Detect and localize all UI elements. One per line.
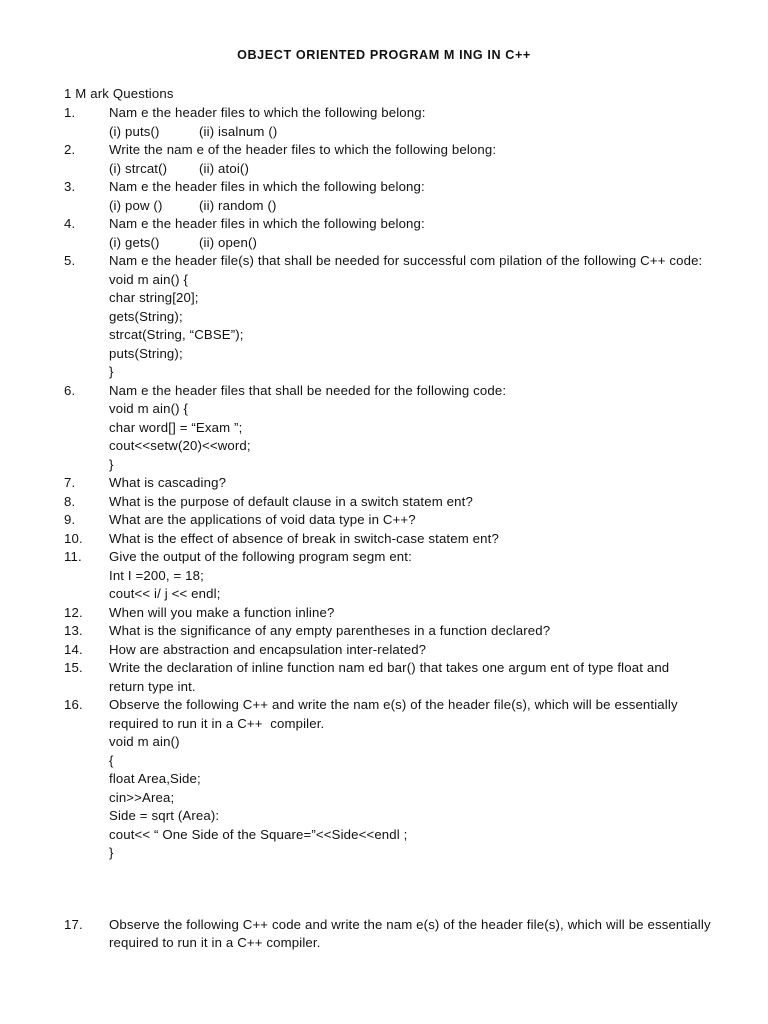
question-number: 2. (64, 142, 76, 157)
question-number: 15. (64, 660, 83, 675)
question-text: Write the nam e of the header files to which the following belong: (109, 142, 497, 157)
document-title: OBJECT ORIENTED PROGRAM M ING IN C++ (237, 48, 531, 62)
question-number: 8. (64, 493, 76, 509)
question-code-line: } (109, 845, 114, 860)
question-text: Write the declaration of inline function nam ed bar() that takes one argum ent of type float and (109, 660, 670, 675)
question-text: How are abstraction and encapsulation inter-related? (109, 641, 427, 657)
question-code-line: float Area,Side; (109, 771, 201, 786)
question-number: 5. (64, 253, 76, 268)
question-code-line: void m ain() (109, 734, 180, 749)
question-item (64, 530, 724, 549)
question-body (109, 252, 724, 382)
question-text: Nam e the header files in which the following belong: (109, 179, 425, 194)
question-body (109, 474, 724, 493)
question-text: Observe the following C++ code and write the nam e(s) of the header file(s), which will be essentially (109, 916, 711, 932)
question-text: Nam e the header files in which the following belong: (109, 216, 425, 231)
question-text: Nam e the header files to which the following belong: (109, 105, 426, 120)
question-body (109, 604, 724, 623)
question-code-line: Side = sqrt (Area): (109, 808, 220, 823)
question-body (109, 141, 724, 178)
question-body (109, 104, 724, 141)
question-text: Nam e the header files that shall be needed for the following code: (109, 382, 507, 398)
question-code-line: required to run it in a C++ compiler. (109, 935, 321, 950)
question-item (64, 178, 724, 215)
question-item (64, 622, 724, 641)
question-option: (ii) isalnum () (199, 123, 278, 139)
question-code-line: gets(String); (109, 308, 183, 324)
question-text: Give the output of the following program segm ent: (109, 549, 412, 564)
question-options (109, 234, 724, 253)
question-code-line: cout<< i/ j << endl; (109, 586, 221, 601)
question-item (64, 696, 724, 863)
question-code-line: strcat(String, “CBSE”); (109, 327, 244, 342)
question-number: 12. (64, 604, 83, 620)
question-number: 14. (64, 641, 83, 657)
question-options (109, 160, 724, 179)
question-code-line: { (109, 752, 114, 768)
question-option: (ii) open() (199, 234, 258, 250)
question-number: 17. (64, 916, 83, 932)
question-option: (i) puts() (109, 123, 160, 139)
question-text: What is the significance of any empty parentheses in a function declared? (109, 623, 551, 638)
question-options (109, 123, 724, 142)
question-item (64, 659, 724, 696)
question-number: 6. (64, 382, 76, 398)
question-body (109, 641, 724, 660)
question-body (109, 178, 724, 215)
question-code-line: cout<< “ One Side of the Square=”<<Side<<endl ; (109, 826, 408, 842)
question-body (109, 493, 724, 512)
question-body (109, 659, 724, 696)
question-code-line: char word[] = “Exam ”; (109, 419, 243, 435)
question-body (109, 916, 724, 953)
question-item (64, 916, 724, 953)
question-item (64, 382, 724, 475)
question-body (109, 622, 724, 641)
question-body (109, 511, 724, 530)
question-text: Observe the following C++ and write the nam e(s) of the header file(s), which will be essentially (109, 697, 678, 712)
question-body (109, 382, 724, 475)
question-code-line: char string[20]; (109, 290, 199, 305)
question-code-line: } (109, 456, 114, 472)
question-item (64, 141, 724, 178)
question-text: When will you make a function inline? (109, 604, 335, 620)
question-number: 7. (64, 475, 76, 490)
question-item (64, 493, 724, 512)
question-number: 3. (64, 179, 76, 194)
page-spacer (64, 863, 724, 916)
question-number: 9. (64, 512, 76, 527)
question-item (64, 215, 724, 252)
question-number: 13. (64, 623, 83, 638)
question-option: (ii) random () (199, 197, 277, 213)
question-code-line: void m ain() { (109, 401, 189, 416)
question-body (109, 530, 724, 549)
question-text: What is cascading? (109, 475, 227, 490)
question-code-line: puts(String); (109, 345, 183, 361)
question-number: 10. (64, 530, 83, 546)
question-body (109, 215, 724, 252)
question-item (64, 511, 724, 530)
question-text: Nam e the header file(s) that shall be needed for successful com pilation of the following C++ code: (109, 253, 703, 268)
question-option: (ii) atoi() (199, 160, 250, 176)
question-text: What is the effect of absence of break in switch-case statem ent? (109, 530, 499, 546)
section-heading: 1 M ark Questions (64, 86, 174, 101)
question-options (109, 197, 724, 216)
question-number: 11. (64, 549, 82, 564)
question-code-line: cout<<setw(20)<<word; (109, 438, 251, 453)
question-option: (i) gets() (109, 234, 160, 250)
question-body (109, 696, 724, 863)
question-item (64, 474, 724, 493)
question-body (109, 548, 724, 604)
question-item (64, 104, 724, 141)
question-option: (i) strcat() (109, 160, 168, 176)
question-code-line: cin>>Area; (109, 789, 175, 805)
question-item (64, 548, 724, 604)
question-option: (i) pow () (109, 197, 163, 213)
question-item (64, 252, 724, 382)
question-text: What is the purpose of default clause in a switch statem ent? (109, 493, 473, 509)
question-number: 1. (64, 105, 76, 120)
question-code-line: void m ain() { (109, 271, 189, 287)
question-item (64, 641, 724, 660)
question-code-line: return type int. (109, 678, 196, 694)
question-code-line: Int I =200, = 18; (109, 567, 204, 583)
question-item (64, 604, 724, 623)
question-number: 16. (64, 697, 83, 712)
question-text: What are the applications of void data type in C++? (109, 512, 416, 527)
question-list (64, 104, 724, 953)
question-number: 4. (64, 216, 76, 231)
question-code-line: } (109, 364, 114, 379)
question-code-line: required to run it in a C++ compiler. (109, 715, 325, 731)
